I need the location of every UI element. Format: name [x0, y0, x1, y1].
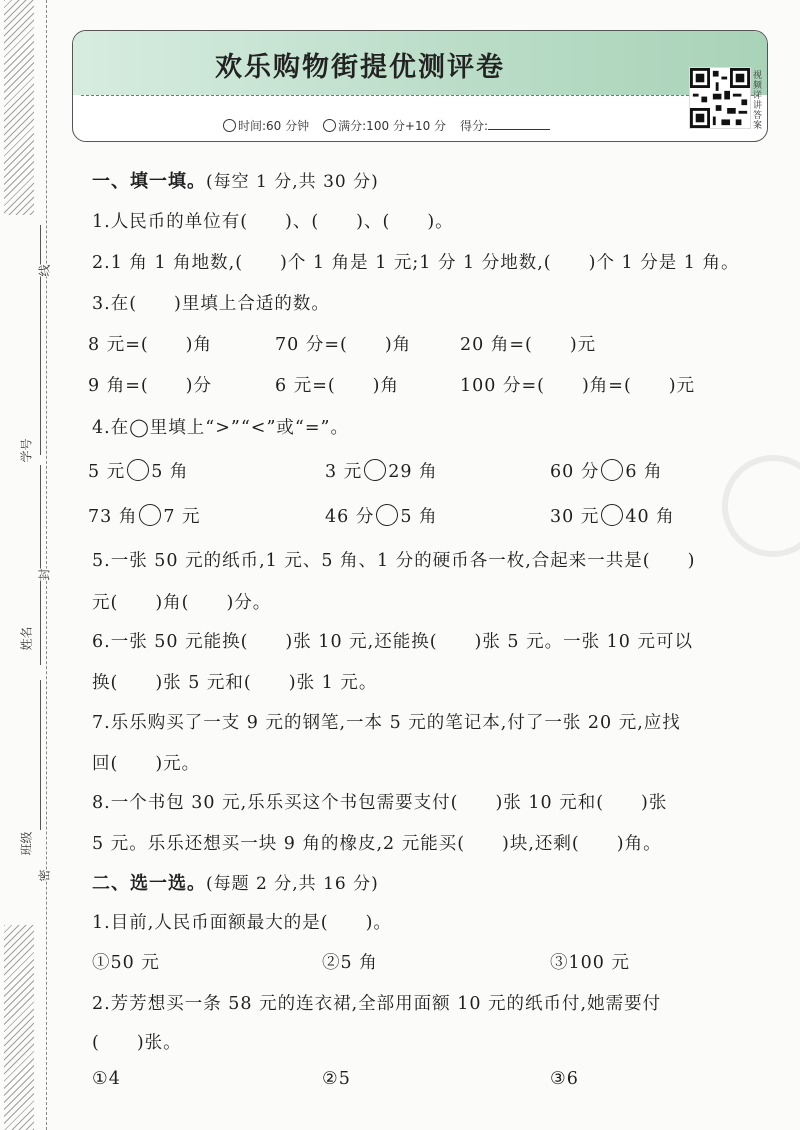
compare-left: 46 分 — [325, 507, 375, 527]
q1-1: 1.人民币的单位有( )、( )、( )。 — [92, 212, 454, 232]
section1-heading: 一、填一填。 — [92, 171, 206, 192]
score-info — [460, 117, 550, 134]
q1-3-item-2: 70 分=( )角 — [275, 335, 412, 355]
binding-dashed-line — [46, 0, 47, 1130]
binding-mark-mi: 密 — [37, 869, 52, 882]
q1-3: 3.在( )里填上合适的数。 — [92, 294, 330, 314]
header-divider — [81, 95, 759, 96]
binding-line-2 — [40, 465, 41, 665]
compare-left: 3 元 — [325, 462, 363, 482]
q1-8-line-1: 8.一个书包 30 元,乐乐买这个书包需要支付( )张 10 元和( )张 — [92, 793, 668, 813]
q1-6-line-1: 6.一张 50 元能换( )张 10 元,还能换( )张 5 元。一张 10 元可以 — [92, 632, 694, 652]
header-info — [223, 117, 550, 134]
q1-3-item-6: 100 分=( )角=( )元 — [460, 376, 696, 396]
section1-note: (每空 1 分,共 30 分) — [206, 172, 379, 192]
binding-line-1 — [40, 225, 41, 455]
q2-2-line-1: 2.芳芳想买一条 58 元的连衣裙,全部用面额 10 元的纸币付,她需要付 — [92, 994, 662, 1014]
binding-mark-xian: 线 — [37, 264, 52, 277]
section1-title — [92, 167, 379, 193]
exam-title: 欢乐购物街提优测评卷 — [215, 52, 505, 83]
section2-title — [92, 869, 379, 895]
q2-1-option-3[interactable]: ③100 元 — [550, 953, 630, 973]
binding-mark-feng: 封 — [37, 568, 52, 581]
q1-4: 4.在◯里填上“>”“<”或“=”。 — [92, 418, 349, 438]
q1-7-line-1: 7.乐乐购买了一支 9 元的钢笔,一本 5 元的笔记本,付了一张 20 元,应找 — [92, 713, 681, 733]
q1-3-item-5: 6 元=( )角 — [275, 376, 400, 396]
compare-right: 6 角 — [625, 462, 663, 482]
q1-5-line-1: 5.一张 50 元的纸币,1 元、5 角、1 分的硬币各一枚,合起来一共是( ) — [92, 551, 696, 571]
q1-3-item-4: 9 角=( )分 — [88, 376, 213, 396]
compare-left: 30 元 — [550, 507, 600, 527]
q2-2-option-2[interactable]: ②5 — [322, 1069, 351, 1089]
q1-6-line-2: 换( )张 5 元和( )张 1 元。 — [92, 673, 378, 693]
compare-right: 40 角 — [625, 507, 675, 527]
q1-3-item-1: 8 元=( )角 — [88, 335, 213, 355]
compare-left: 60 分 — [550, 462, 600, 482]
section2-heading: 二、选一选。 — [92, 873, 206, 894]
compare-left: 73 角 — [88, 507, 138, 527]
answer-circle[interactable] — [601, 459, 623, 481]
full-score-text: 满分:100 分+10 分 — [338, 119, 447, 133]
coffee-stain — [722, 455, 800, 557]
score-label: 得分: — [460, 119, 489, 133]
compare-item — [325, 458, 438, 483]
compare-item — [325, 503, 438, 528]
compare-right: 7 元 — [163, 507, 201, 527]
student-number-label: 学号 — [19, 438, 34, 463]
q1-5-line-2: 元( )角( )分。 — [92, 593, 272, 613]
answer-circle[interactable] — [601, 504, 623, 526]
qr-code-icon[interactable] — [689, 67, 751, 129]
exam-header — [72, 30, 768, 142]
time-info — [223, 117, 309, 134]
compare-right: 5 角 — [400, 507, 438, 527]
check-circle-icon — [323, 119, 336, 132]
compare-right: 29 角 — [388, 462, 438, 482]
class-label: 班级 — [19, 831, 34, 856]
q2-1: 1.目前,人民币面额最大的是( )。 — [92, 913, 392, 933]
compare-left: 5 元 — [88, 462, 126, 482]
name-label: 姓名 — [19, 626, 34, 651]
compare-item — [550, 503, 675, 528]
q2-1-option-2[interactable]: ②5 角 — [322, 953, 378, 973]
compare-item — [88, 503, 201, 528]
binding-line-3 — [40, 680, 41, 830]
answer-circle[interactable] — [139, 504, 161, 526]
binding-hatch-bottom — [4, 925, 34, 1130]
score-blank — [488, 119, 550, 130]
compare-item — [88, 458, 188, 483]
q1-7-line-2: 回( )元。 — [92, 754, 201, 774]
compare-item — [550, 458, 663, 483]
clock-icon — [223, 119, 236, 132]
answer-circle[interactable] — [376, 504, 398, 526]
q1-3-item-3: 20 角=( )元 — [460, 335, 597, 355]
q2-2-option-3[interactable]: ③6 — [550, 1069, 579, 1089]
q2-2-option-1[interactable]: ①4 — [92, 1069, 121, 1089]
q1-2: 2.1 角 1 角地数,( )个 1 角是 1 元;1 分 1 分地数,( )个 1 分是 1 角。 — [92, 253, 740, 273]
q2-2-line-2: ( )张。 — [92, 1033, 182, 1053]
q2-1-option-1[interactable]: ①50 元 — [92, 953, 160, 973]
answer-circle[interactable] — [127, 459, 149, 481]
time-text: 时间:60 分钟 — [238, 119, 310, 133]
qr-note: 视频详讲答案 — [753, 71, 763, 131]
full-score-info — [323, 117, 446, 134]
binding-hatch-top — [4, 0, 34, 215]
section2-note: (每题 2 分,共 16 分) — [206, 874, 379, 894]
answer-circle[interactable] — [364, 459, 386, 481]
q1-8-line-2: 5 元。乐乐还想买一块 9 角的橡皮,2 元能买( )块,还剩( )角。 — [92, 834, 662, 854]
compare-right: 5 角 — [151, 462, 189, 482]
